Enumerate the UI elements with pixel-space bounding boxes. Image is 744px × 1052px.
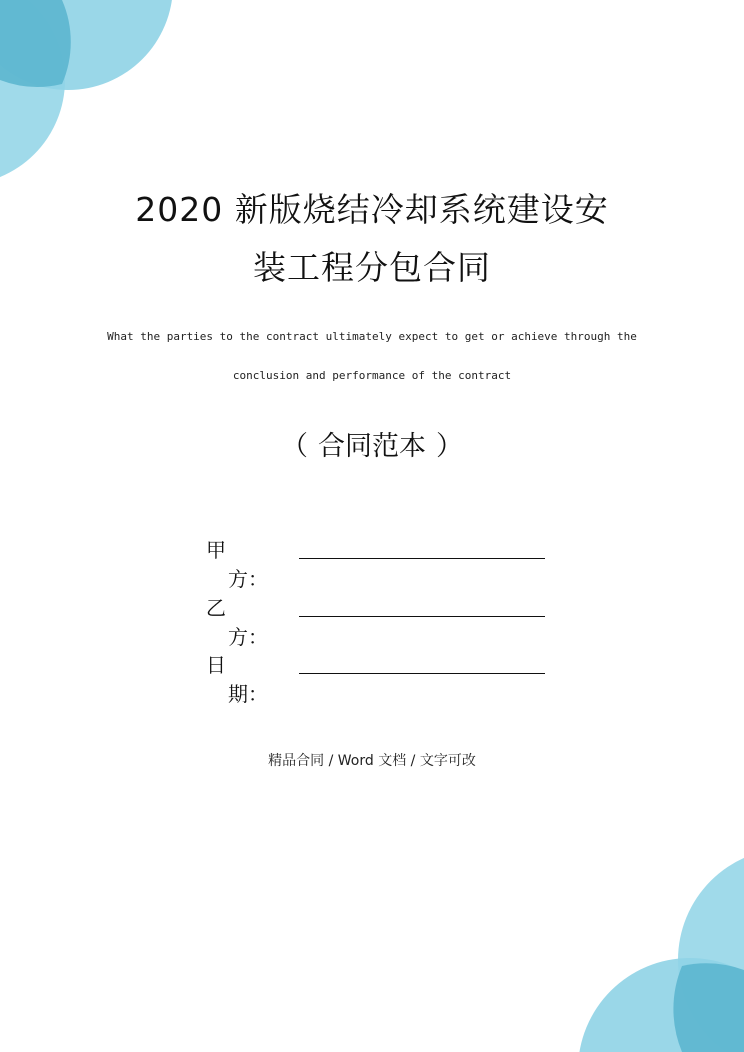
- date-field: [206, 649, 286, 706]
- top-left-corner-shape: [0, 0, 173, 185]
- english-subtitle-line-1: What the parties to the contract ultimately expect to get or achieve through the: [107, 330, 637, 343]
- party-b-label-char-1: 乙: [206, 596, 226, 620]
- date-label: [206, 649, 286, 707]
- page-title-line-2: 装工程分包合同: [253, 248, 491, 287]
- footer-note: 精品合同 / Word 文档 / 文字可改: [268, 753, 476, 769]
- bottom-right-corner-shape: [578, 848, 744, 1052]
- close-paren: ）: [436, 431, 463, 462]
- document-type-text: 合同范本: [318, 431, 426, 462]
- date-label-char-2: 期: [228, 682, 248, 706]
- party-b-label-colon: ：: [248, 625, 268, 649]
- party-a-label-char-1: 甲: [206, 538, 226, 562]
- date-blank-line[interactable]: [299, 673, 545, 674]
- english-subtitle-line-2: conclusion and performance of the contract: [232, 369, 512, 382]
- page-title-line-1: 2020 新版烧结冷却系统建设安: [135, 190, 609, 229]
- party-a-label: [206, 534, 286, 592]
- party-a-label-char-2: 方: [228, 567, 248, 591]
- party-b-label-char-2: 方: [228, 625, 248, 649]
- party-b-blank-line[interactable]: [299, 616, 545, 617]
- party-b-label: [206, 592, 286, 650]
- party-b-field: [206, 592, 286, 649]
- party-a-field: [206, 534, 286, 591]
- date-label-colon: ：: [248, 682, 268, 706]
- document-type-label: [0, 424, 744, 463]
- party-a-label-colon: ：: [248, 567, 268, 591]
- open-paren: （: [281, 431, 308, 462]
- party-a-blank-line[interactable]: [299, 558, 545, 559]
- date-label-char-1: 日: [206, 653, 226, 677]
